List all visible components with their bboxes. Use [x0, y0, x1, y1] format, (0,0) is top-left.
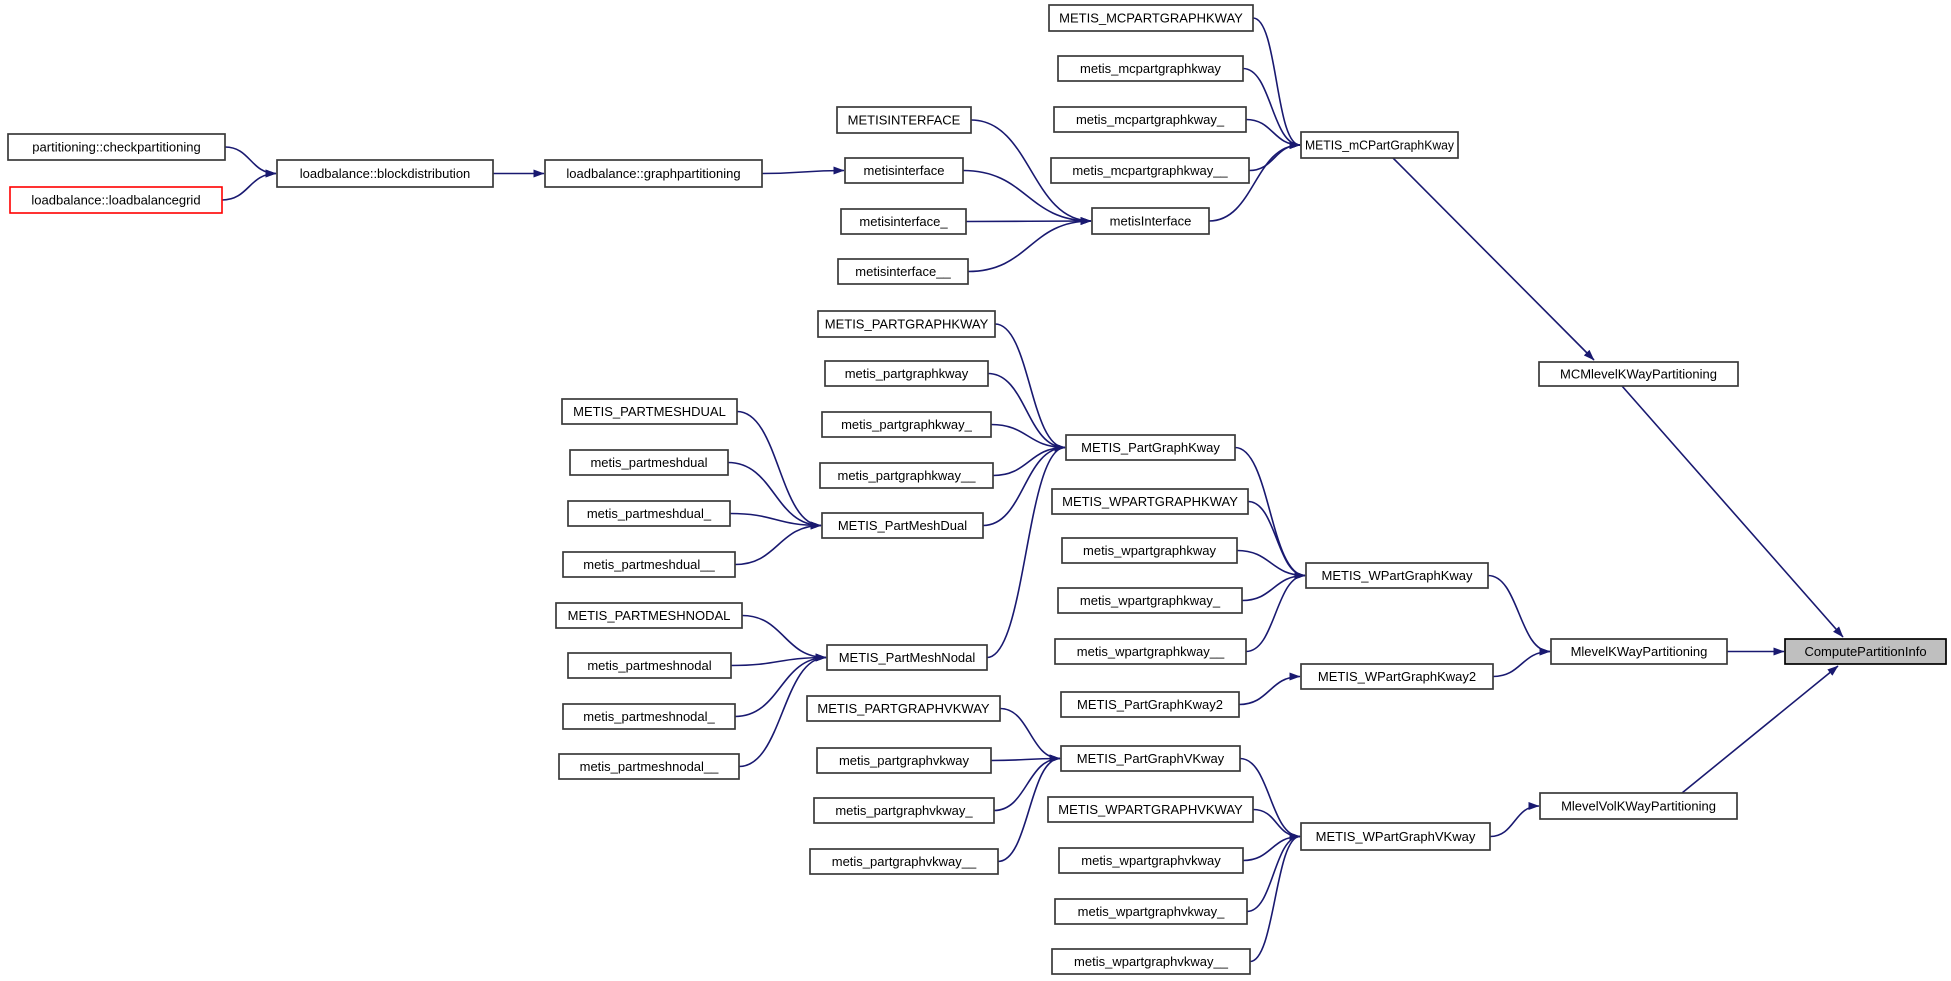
edge-metis_partgraphkway_-to-METIS_PartGraphKway	[991, 425, 1065, 448]
edge-metis_partmeshdual-to-METIS_PartMeshDual	[728, 463, 821, 526]
node-label-metis_partmeshnodal: metis_partmeshnodal	[587, 658, 712, 673]
edge-metis_partgraphkway__-to-METIS_PartGraphKway	[993, 448, 1065, 476]
edge-metis_partmeshdual__-to-METIS_PartMeshDual	[735, 526, 821, 565]
node-METIS_PARTMESHDUAL[interactable]	[562, 399, 737, 424]
node-label-loadbalance::graphpartitioning: loadbalance::graphpartitioning	[566, 166, 741, 181]
node-metis_partgraphvkway[interactable]	[817, 748, 991, 773]
node-label-metis_partgraphvkway__: metis_partgraphvkway__	[831, 854, 977, 869]
node-label-METIS_PartGraphKway2: METIS_PartGraphKway2	[1077, 697, 1223, 712]
node-metis_partmeshdual_[interactable]	[568, 501, 730, 526]
node-metis_wpartgraphvkway[interactable]	[1059, 848, 1243, 873]
node-metis_wpartgraphkway__[interactable]	[1055, 639, 1246, 664]
node-label-metis_partmeshdual__: metis_partmeshdual__	[583, 557, 715, 572]
node-METIS_PARTMESHNODAL[interactable]	[556, 603, 742, 628]
node-metisinterface_[interactable]	[841, 209, 966, 234]
node-label-metis_partmeshdual_: metis_partmeshdual_	[586, 506, 712, 521]
node-metis_wpartgraphvkway__[interactable]	[1052, 949, 1250, 974]
node-METIS_PartMeshNodal[interactable]	[827, 645, 987, 670]
node-label-METIS_WPARTGRAPHVKWAY: METIS_WPARTGRAPHVKWAY	[1058, 802, 1243, 817]
node-metis_partmeshnodal_[interactable]	[563, 704, 735, 729]
edge-loadbalance::graphpartitioning-to-metisinterface	[762, 171, 844, 174]
node-label-METIS_mCPartGraphKway: METIS_mCPartGraphKway	[1305, 137, 1455, 153]
node-label-METIS_PARTGRAPHVKWAY: METIS_PARTGRAPHVKWAY	[817, 701, 990, 716]
node-METIS_PartGraphVKway[interactable]	[1061, 746, 1240, 771]
node-label-metis_mcpartgraphkway__: metis_mcpartgraphkway__	[1072, 163, 1228, 178]
edge-METIS_PartMeshNodal-to-METIS_PartGraphKway	[987, 448, 1065, 658]
edge-METIS_WPARTGRAPHKWAY-to-METIS_WPartGraphKway	[1248, 502, 1305, 576]
edge-METIS_WPartGraphKway-to-MlevelKWayPartitioning	[1488, 576, 1550, 652]
edge-metis_partgraphkway-to-METIS_PartGraphKway	[988, 374, 1065, 448]
edge-metis_wpartgraphvkway__-to-METIS_WPartGraphVKway	[1250, 837, 1300, 962]
edge-loadbalance::loadbalancegrid-to-loadbalance::blockdistribution	[222, 174, 276, 201]
node-label-METIS_PARTMESHDUAL: METIS_PARTMESHDUAL	[573, 404, 726, 419]
node-metis_partmeshdual__[interactable]	[563, 552, 735, 577]
node-label-METIS_WPartGraphKway: METIS_WPartGraphKway	[1321, 568, 1473, 583]
node-metis_mcpartgraphkway[interactable]	[1058, 56, 1243, 81]
node-METIS_WPartGraphKway2[interactable]	[1301, 664, 1493, 689]
edge-METIS_WPartGraphVKway-to-MlevelVolKWayPartitioning	[1490, 806, 1539, 837]
node-metisInterface[interactable]	[1092, 208, 1209, 234]
node-label-metis_wpartgraphkway_: metis_wpartgraphkway_	[1079, 593, 1221, 608]
node-label-metis_mcpartgraphkway: metis_mcpartgraphkway	[1080, 61, 1221, 76]
edge-MCMlevelKWayPartitioning-to-ComputePartitionInfo	[1622, 386, 1843, 637]
node-metis_partgraphkway[interactable]	[825, 361, 988, 386]
node-label-metisinterface: metisinterface	[863, 163, 945, 178]
node-label-METIS_PartGraphKway: METIS_PartGraphKway	[1081, 440, 1220, 455]
node-label-METIS_PARTMESHNODAL: METIS_PARTMESHNODAL	[567, 608, 731, 623]
node-label-metis_partgraphvkway_: metis_partgraphvkway_	[835, 803, 973, 818]
node-label-loadbalance::loadbalancegrid: loadbalance::loadbalancegrid	[31, 192, 201, 208]
node-ComputePartitionInfo[interactable]	[1785, 639, 1946, 664]
edge-metis_mcpartgraphkway-to-METIS_mCPartGraphKway	[1243, 69, 1300, 146]
node-label-METIS_WPARTGRAPHKWAY: METIS_WPARTGRAPHKWAY	[1062, 494, 1238, 509]
node-loadbalance::loadbalancegrid[interactable]	[10, 187, 222, 213]
nodes-layer	[8, 5, 1946, 974]
node-label-metis_wpartgraphkway: metis_wpartgraphkway	[1083, 543, 1216, 558]
node-metis_partgraphkway__[interactable]	[820, 463, 993, 488]
node-label-METIS_MCPARTGRAPHKWAY: METIS_MCPARTGRAPHKWAY	[1059, 10, 1243, 26]
node-label-metis_mcpartgraphkway_: metis_mcpartgraphkway_	[1075, 112, 1225, 127]
edge-METIS_PartGraphKway2-to-METIS_WPartGraphKway2	[1239, 677, 1300, 705]
node-metis_partgraphvkway__[interactable]	[810, 849, 998, 874]
node-metis_partmeshnodal[interactable]	[568, 653, 731, 678]
node-label-metis_partgraphkway_: metis_partgraphkway_	[841, 417, 972, 432]
edge-METIS_WPartGraphKway2-to-MlevelKWayPartitioning	[1493, 652, 1550, 677]
node-metis_mcpartgraphkway_[interactable]	[1054, 107, 1246, 132]
node-loadbalance::blockdistribution[interactable]	[277, 160, 493, 187]
node-METIS_mCPartGraphKway[interactable]	[1301, 132, 1458, 158]
node-label-metis_partmeshdual: metis_partmeshdual	[590, 455, 708, 470]
node-METIS_PartGraphKway2[interactable]	[1061, 692, 1239, 717]
node-label-metis_partgraphvkway: metis_partgraphvkway	[838, 753, 970, 768]
node-label-partitioning::checkpartitioning: partitioning::checkpartitioning	[32, 139, 201, 155]
edge-METIS_PARTGRAPHKWAY-to-METIS_PartGraphKway	[995, 324, 1065, 448]
node-label-metis_partmeshnodal_: metis_partmeshnodal_	[583, 709, 715, 724]
node-label-ComputePartitionInfo: ComputePartitionInfo	[1804, 644, 1927, 659]
node-metisinterface[interactable]	[845, 158, 963, 183]
node-MCMlevelKWayPartitioning[interactable]	[1539, 362, 1738, 386]
node-label-METIS_PartMeshDual: METIS_PartMeshDual	[837, 518, 968, 533]
edge-METIS_PARTMESHNODAL-to-METIS_PartMeshNodal	[742, 616, 826, 658]
node-METIS_WPARTGRAPHKWAY[interactable]	[1052, 489, 1248, 514]
node-label-metis_wpartgraphvkway_: metis_wpartgraphvkway_	[1077, 904, 1225, 919]
node-label-loadbalance::blockdistribution: loadbalance::blockdistribution	[299, 166, 471, 181]
node-METISINTERFACE[interactable]	[837, 107, 971, 133]
node-label-MlevelKWayPartitioning: MlevelKWayPartitioning	[1570, 644, 1708, 659]
node-MlevelVolKWayPartitioning[interactable]	[1540, 793, 1737, 819]
node-METIS_PARTGRAPHVKWAY[interactable]	[807, 696, 1000, 721]
edge-MlevelVolKWayPartitioning-to-ComputePartitionInfo	[1682, 666, 1838, 793]
node-METIS_WPartGraphVKway[interactable]	[1301, 823, 1490, 850]
edge-METIS_PARTGRAPHVKWAY-to-METIS_PartGraphVKway	[1000, 709, 1060, 759]
node-label-METIS_PartGraphVKway: METIS_PartGraphVKway	[1076, 751, 1225, 766]
node-partitioning::checkpartitioning[interactable]	[8, 134, 225, 160]
node-label-METIS_PARTGRAPHKWAY: METIS_PARTGRAPHKWAY	[824, 316, 989, 332]
node-label-MlevelVolKWayPartitioning: MlevelVolKWayPartitioning	[1561, 798, 1716, 814]
node-label-MCMlevelKWayPartitioning: MCMlevelKWayPartitioning	[1559, 366, 1718, 382]
node-label-metis_wpartgraphvkway: metis_wpartgraphvkway	[1081, 853, 1221, 868]
node-metisinterface__[interactable]	[838, 259, 968, 284]
node-METIS_PARTGRAPHKWAY[interactable]	[818, 311, 995, 337]
node-label-metisInterface: metisInterface	[1109, 213, 1192, 229]
edge-partitioning::checkpartitioning-to-loadbalance::blockdistribution	[225, 147, 276, 174]
node-metis_partmeshdual[interactable]	[570, 450, 728, 475]
node-METIS_WPartGraphKway[interactable]	[1306, 563, 1488, 588]
node-metis_partgraphkway_[interactable]	[822, 412, 991, 437]
node-loadbalance::graphpartitioning[interactable]	[545, 160, 762, 187]
node-label-METIS_WPartGraphVKway: METIS_WPartGraphVKway	[1315, 829, 1476, 844]
edge-metisinterface__-to-metisInterface	[968, 221, 1091, 272]
node-metis_mcpartgraphkway__[interactable]	[1051, 158, 1249, 183]
node-MlevelKWayPartitioning[interactable]	[1551, 639, 1727, 664]
node-label-metis_partgraphkway: metis_partgraphkway	[844, 366, 969, 381]
node-METIS_PartMeshDual[interactable]	[822, 513, 983, 538]
node-label-metis_wpartgraphkway__: metis_wpartgraphkway__	[1076, 644, 1225, 659]
node-metis_wpartgraphkway_[interactable]	[1058, 588, 1242, 613]
node-METIS_PartGraphKway[interactable]	[1066, 435, 1235, 460]
edge-metisinterface_-to-metisInterface	[966, 221, 1091, 222]
node-label-metisinterface_: metisinterface_	[859, 214, 948, 229]
node-metis_wpartgraphvkway_[interactable]	[1055, 899, 1247, 924]
node-label-METISINTERFACE: METISINTERFACE	[847, 112, 961, 128]
node-METIS_MCPARTGRAPHKWAY[interactable]	[1049, 5, 1253, 31]
node-label-metis_partgraphkway__: metis_partgraphkway__	[837, 468, 976, 483]
node-metis_partmeshnodal__[interactable]	[559, 754, 739, 779]
node-label-METIS_WPartGraphKway2: METIS_WPartGraphKway2	[1317, 669, 1477, 684]
node-METIS_WPARTGRAPHVKWAY[interactable]	[1048, 797, 1253, 822]
edge-METIS_mCPartGraphKway-to-MCMlevelKWayPartitioning	[1393, 158, 1594, 360]
node-metis_partgraphvkway_[interactable]	[814, 798, 994, 823]
node-label-metisinterface__: metisinterface__	[855, 264, 951, 279]
node-label-METIS_PartMeshNodal: METIS_PartMeshNodal	[838, 650, 976, 665]
edge-metis_mcpartgraphkway_-to-METIS_mCPartGraphKway	[1246, 120, 1300, 146]
node-label-metis_wpartgraphvkway__: metis_wpartgraphvkway__	[1074, 954, 1228, 969]
node-metis_wpartgraphkway[interactable]	[1062, 538, 1237, 563]
node-label-metis_partmeshnodal__: metis_partmeshnodal__	[579, 759, 719, 774]
edge-metis_mcpartgraphkway__-to-METIS_mCPartGraphKway	[1249, 145, 1300, 171]
